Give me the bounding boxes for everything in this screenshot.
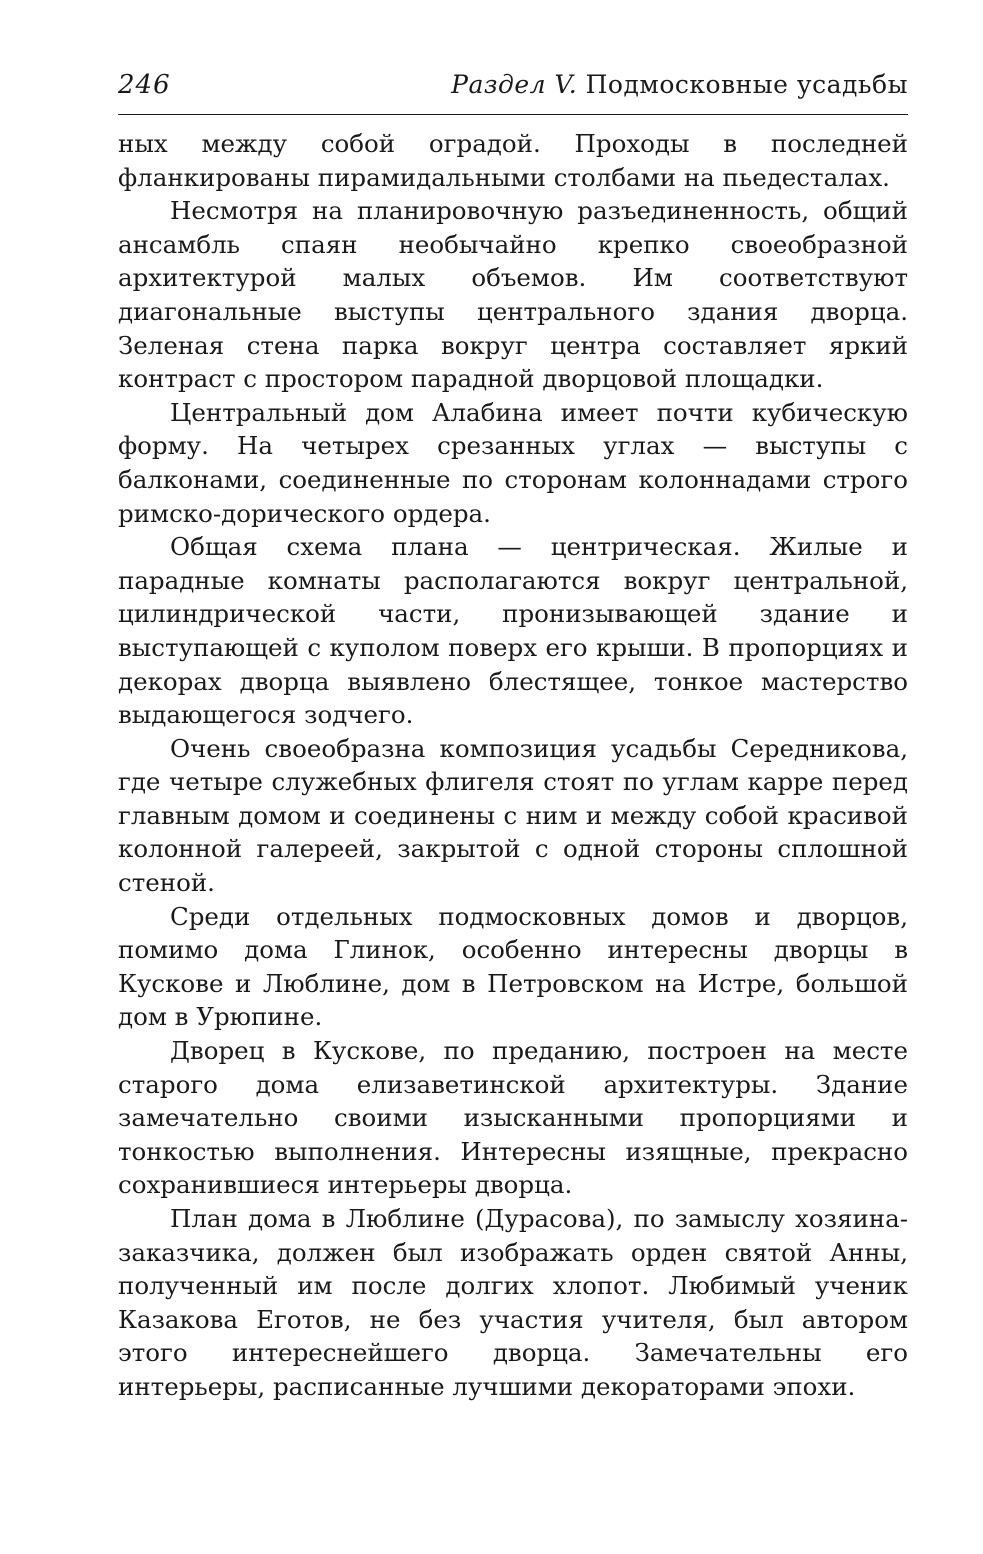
paragraph: Центральный дом Алабина имеет почти кубическую форму. На четырех срезанных углах — выступы с балконами, соединенные по сторонам колоннадами строго римско-дорического ордера. (118, 397, 908, 528)
page-number: 246 (118, 70, 171, 100)
paragraph: Дворец в Кускове, по преданию, построен на месте старого дома елизаветинской архитектуры. Здание замечательно своими изысканными пропорциями и тонкостью выполнения. Интересны изящные, прекрасно сохранившиеся интерьеры дворца. (118, 1036, 908, 1200)
section-label: Раздел V. (451, 70, 578, 99)
running-head (118, 70, 908, 115)
book-page (118, 70, 908, 1404)
paragraph: Несмотря на планировочную разъединенность, общий ансамбль спаян необычайно крепко своеобразной архитектурой малых объемов. Им соответствуют диагональные выступы центрального здания дворца. Зеленая стена парка вокруг центра составляет яркий контраст с простором парадной дворцовой площадки. (118, 196, 908, 394)
paragraph: Общая схема плана — центрическая. Жилые и парадные комнаты располагаются вокруг центральной, цилиндрической части, пронизывающей здание и выступающей с куполом поверх его крыши. В пропорциях и декорах дворца выявлено блестящее, тонкое мастерство выдающегося зодчего. (118, 532, 908, 730)
paragraph: План дома в Люблине (Дурасова), по замыслу хозяина-заказчика, должен был изображать орден святой Анны, полученный им после долгих хлопот. Любимый ученик Казакова Еготов, не без участия учителя, был автором этого интереснейшего дворца. Замечательны его интерьеры, расписанные лучшими декораторами эпохи. (118, 1204, 908, 1401)
section-heading (451, 70, 908, 99)
paragraph: Очень своеобразна композиция усадьбы Середникова, где четыре служебных флигеля стоят по углам карре перед главным домом и соединены с ним и между собой красивой колонной галереей, закрытой с одной стороны сплошной стеной. (118, 733, 908, 898)
paragraph: Среди отдельных подмосковных домов и дворцов, помимо дома Глинок, особенно интересны дворцы в Кускове и Люблине, дом в Петровском на Истре, большой дом в Урюпине. (118, 901, 908, 1032)
section-title: Подмосковные усадьбы (585, 70, 908, 99)
body-text (118, 127, 908, 1404)
paragraph: ных между собой оградой. Проходы в последней фланкированы пирамидальными столбами на пьедесталах. (118, 129, 908, 192)
